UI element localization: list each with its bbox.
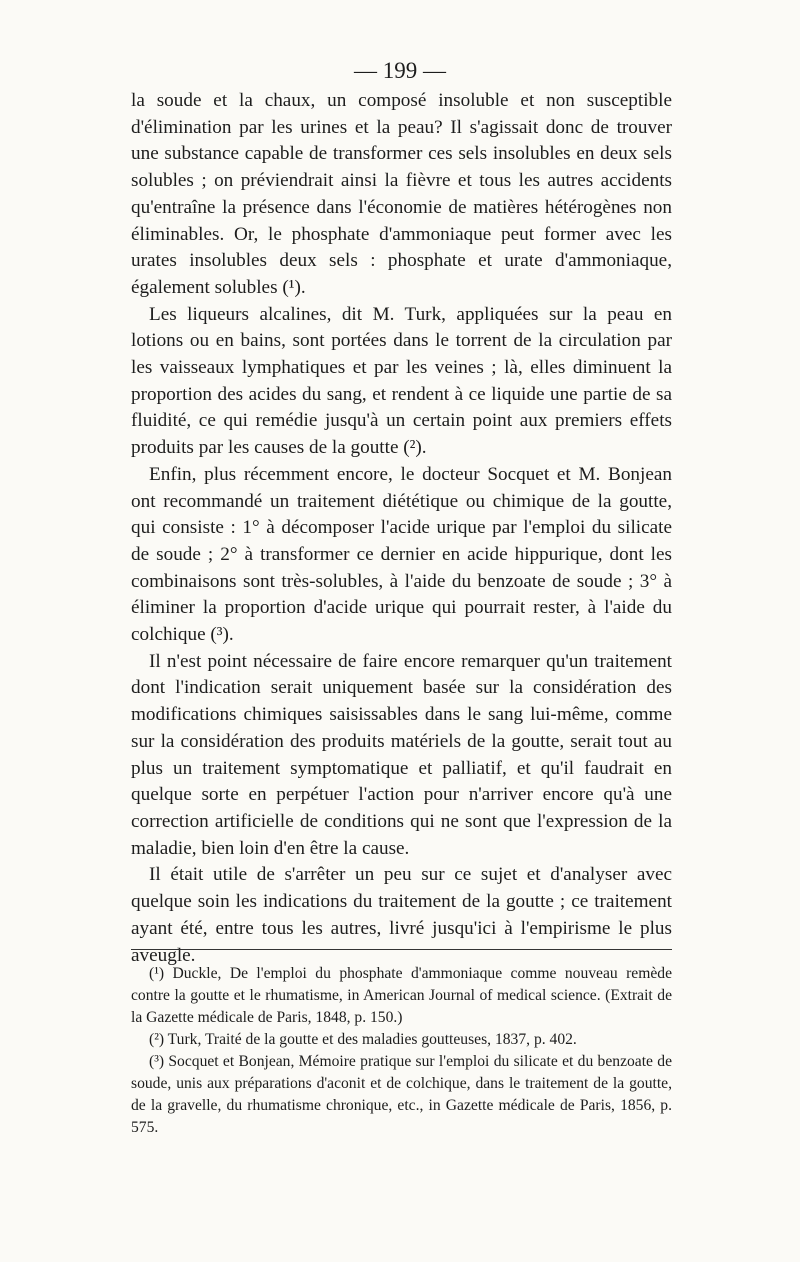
footnotes [131, 963, 672, 1139]
paragraph: Il n'est point nécessaire de faire encore remarquer qu'un traitement dont l'indication serait uniquement basée sur la considération des modifications chimiques saisissables dans le sang lui-même, comme sur la considération des produits matériels de la goutte, serait tout au plus un traitement symptomatique et palliatif, et qu'il faudrait en quelque sorte en perpétuer l'action pour n'arriver encore qu'à une correction artificielle de conditions qui ne sont que l'expression de la maladie, bien loin d'en être la cause. [131, 650, 672, 859]
footnote: (³) Socquet et Bonjean, Mémoire pratique sur l'emploi du silicate et du benzoate de soude, unis aux préparations d'aconit et de colchique, dans le traitement de la goutte, de la gravelle, du rhumatisme chronique, etc., in Gazette médicale de Paris, 1856, p. 575. [131, 1053, 672, 1136]
paragraph: Les liqueurs alcalines, dit M. Turk, appliquées sur la peau en lotions ou en bains, sont portées dans le torrent de la circulation par les vaisseaux lymphatiques et par les veines ; là, elles diminuent la proportion des acides du sang, et rendent à ce liquide une partie de sa fluidité, ce qui remédie jusqu'à un certain point aux premiers effets produits par les causes de la goutte (²). [131, 303, 672, 459]
paragraph: Il était utile de s'arrêter un peu sur ce sujet et d'analyser avec quelque soin les indications du traitement de la goutte ; ce traitement ayant été, entre tous les autres, livré jusqu'ici à l'empirisme le plus aveugle. [131, 864, 672, 966]
page-number: — 199 — [354, 58, 446, 83]
footnote: (²) Turk, Traité de la goutte et des maladies goutteuses, 1837, p. 402. [149, 1031, 577, 1048]
footnote: (¹) Duckle, De l'emploi du phosphate d'ammoniaque comme nouveau remède contre la goutte et le rhumatisme, in American Journal of medical science. (Extrait de la Gazette médicale de Paris, 1848, p. 150.) [131, 965, 672, 1026]
body-text [131, 88, 672, 969]
footnote-divider [131, 949, 672, 950]
paragraph: Enfin, plus récemment encore, le docteur Socquet et M. Bonjean ont recommandé un traitement diététique ou chimique de la goutte, qui consiste : 1° à décomposer l'acide urique par l'emploi du silicate de soude ; 2° à transformer ce dernier en acide hippurique, dont les combinaisons sont très-solubles, à l'aide du benzoate de soude ; 3° à éliminer la proportion d'acide urique qui pourrait rester, à l'aide du colchique (³). [131, 463, 672, 646]
paragraph: la soude et la chaux, un composé insoluble et non susceptible d'élimination par les urines et la peau? Il s'agissait donc de trouver une substance capable de transformer ces sels insolubles en deux sels solubles ; on préviendrait ainsi la fièvre et tous les autres accidents qu'entraîne la présence dans l'économie de matières hétérogènes non éliminables. Or, le phosphate d'ammoniaque peut former avec les urates insolubles deux sels : phosphate et urate d'ammoniaque, également solubles (¹). [131, 90, 672, 298]
